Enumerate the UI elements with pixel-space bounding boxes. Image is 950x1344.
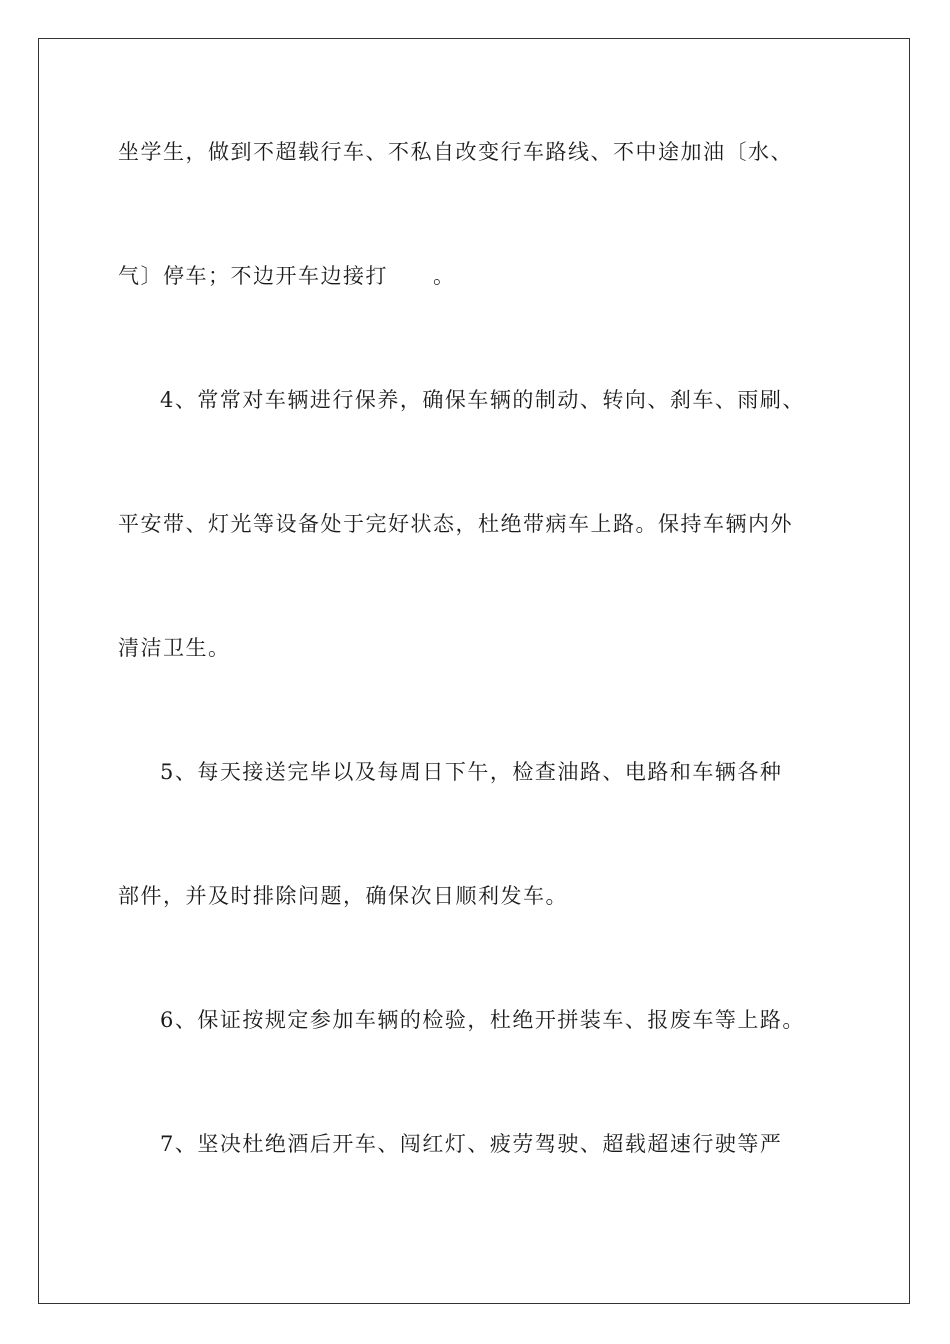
- text-line-8: 6、保证按规定参加车辆的检验，杜绝开拼装车、报废车等上路。: [160, 1008, 805, 1032]
- page-border: [38, 38, 910, 1304]
- text-line-6: 5、每天接送完毕以及每周日下午，检查油路、电路和车辆各种: [160, 760, 783, 784]
- text-line-9: 7、坚决杜绝酒后开车、闯红灯、疲劳驾驶、超载超速行驶等严: [160, 1132, 783, 1156]
- text-line-4: 平安带、灯光等设备处于完好状态，杜绝带病车上路。保持车辆内外: [118, 512, 793, 536]
- text-line-7: 部件，并及时排除问题，确保次日顺利发车。: [118, 884, 568, 908]
- text-line-2: 气〕停车；不边开车边接打 。: [118, 264, 456, 288]
- text-line-3: 4、常常对车辆进行保养，确保车辆的制动、转向、刹车、雨刷、: [160, 388, 805, 412]
- text-line-5: 清洁卫生。: [118, 636, 231, 660]
- text-line-1: 坐学生，做到不超载行车、不私自改变行车路线、不中途加油〔水、: [118, 140, 793, 164]
